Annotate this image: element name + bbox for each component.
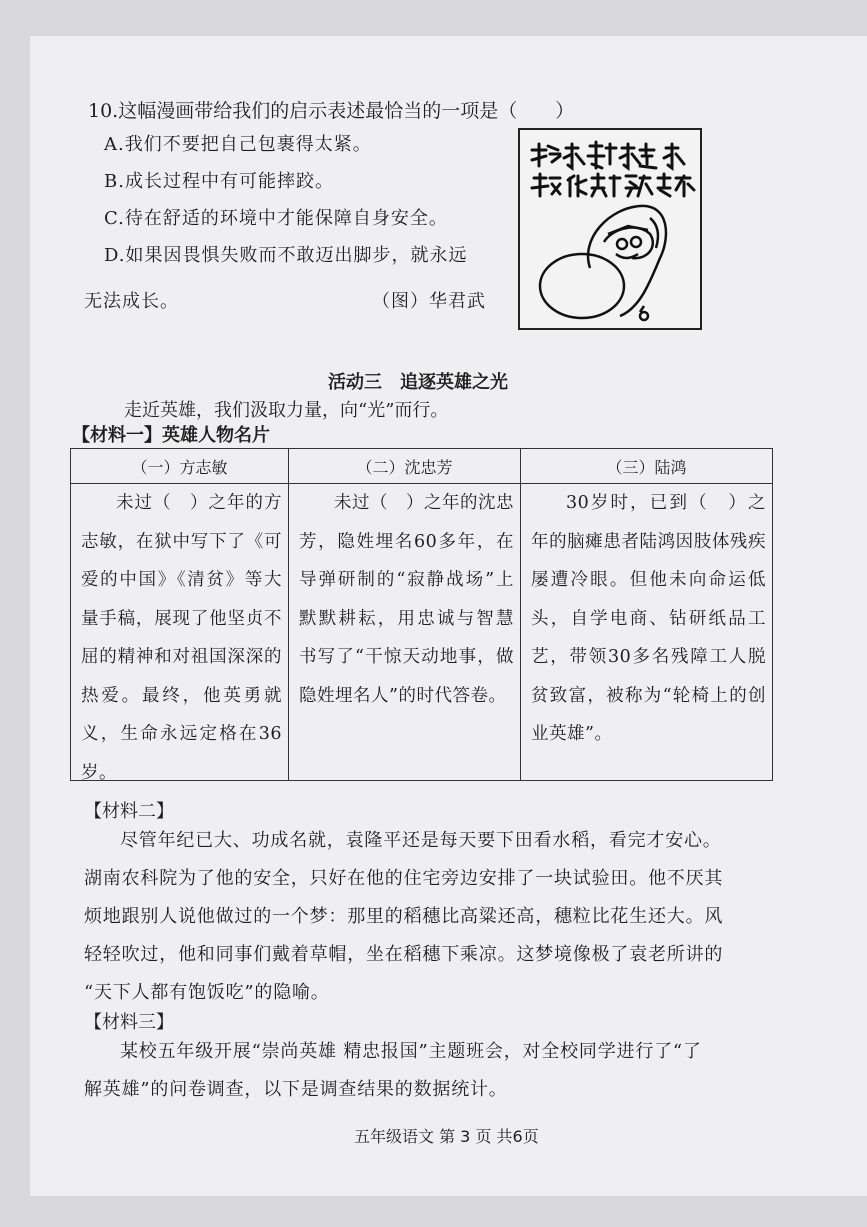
card-body-3: 30岁时，已到（ ）之年的脑瘫患者陆鸿因肢体残疾屡遭冷眼。但他未向命运低头，自学电商、钻研纸品工艺，带领30多名残障工人脱贫致富，被称为“轮椅上的创业英雄”。 <box>531 493 766 744</box>
page-footer: 五年级语文 第 3 页 共6页 <box>354 1127 539 1146</box>
hero-cards-table <box>70 448 773 781</box>
option-d: D.如果因畏惧失败而不敢迈出脚步，就永远 <box>104 245 468 266</box>
material2-line-2: 湖南农科院为了他的安全，只好在他的住宅旁边安排了一块试验田。他不厌其 <box>84 868 724 889</box>
card-header-3: （三）陆鸿 <box>521 449 773 484</box>
material2-label: 【材料二】 <box>84 801 174 822</box>
material1-label: 【材料一】 <box>72 425 162 446</box>
card-header-1: （一）方志敏 <box>71 449 289 484</box>
material2-line-3: 烦地跟别人说他做过的一个梦：那里的稻穗比高粱还高，穗粒比花生还大。风 <box>84 906 724 927</box>
material1-title: 英雄人物名片 <box>162 425 270 446</box>
card-header-2: （二）沈忠芳 <box>289 449 521 484</box>
option-a: A.我们不要把自己包裹得太紧。 <box>104 134 372 155</box>
material3-line-2: 解英雄”的问卷调查，以下是调查结果的数据统计。 <box>84 1079 508 1100</box>
activity-intro: 走近英雄，我们汲取力量，向“光”而行。 <box>124 400 449 421</box>
cartoon-image <box>518 128 702 330</box>
table-header-row <box>71 449 773 484</box>
cartoon-handwriting <box>526 138 698 202</box>
question-stem: 10.这幅漫画带给我们的启示表述最恰当的一项是（ ） <box>88 100 575 122</box>
option-c: C.待在舒适的环境中才能保障自身安全。 <box>104 208 448 229</box>
material2-line-1: 尽管年纪已大、功成名就，袁隆平还是每天要下田看水稻，看完才安心。 <box>120 830 722 851</box>
option-b: B.成长过程中有可能摔跤。 <box>104 171 334 192</box>
cartoon-caption: （图）华君武 <box>372 291 486 312</box>
option-d-continued: 无法成长。 <box>84 291 179 312</box>
material3-label: 【材料三】 <box>84 1012 174 1033</box>
material1-heading <box>72 421 270 447</box>
material2-line-4: 轻轻吹过，他和同事们戴着草帽，坐在稻穗下乘凉。这梦境像极了袁老所讲的 <box>84 944 724 965</box>
card-body-2: 未过（ ）之年的沈忠芳，隐姓埋名60多年，在导弹研制的“寂静战场”上默默耕耘，用忠诚与智慧书写了“干惊天动地事，做隐姓埋名人”的时代答卷。 <box>299 493 514 706</box>
activity-title: 活动三 追逐英雄之光 <box>328 372 508 393</box>
table-body-row <box>71 484 773 781</box>
card-body-1: 未过（ ）之年的方志敏，在狱中写下了《可爱的中国》《清贫》等大量手稿，展现了他坚贞不屈的精神和对祖国深深的热爱。最终，他英勇就义，生命永远定格在36岁。 <box>81 493 282 783</box>
material2-line-5: “天下人都有饱饭吃”的隐喻。 <box>84 982 330 1003</box>
cartoon-drawing <box>520 198 700 328</box>
material3-line-1: 某校五年级开展“崇尚英雄 精忠报国”主题班会，对全校同学进行了“了 <box>120 1041 702 1062</box>
